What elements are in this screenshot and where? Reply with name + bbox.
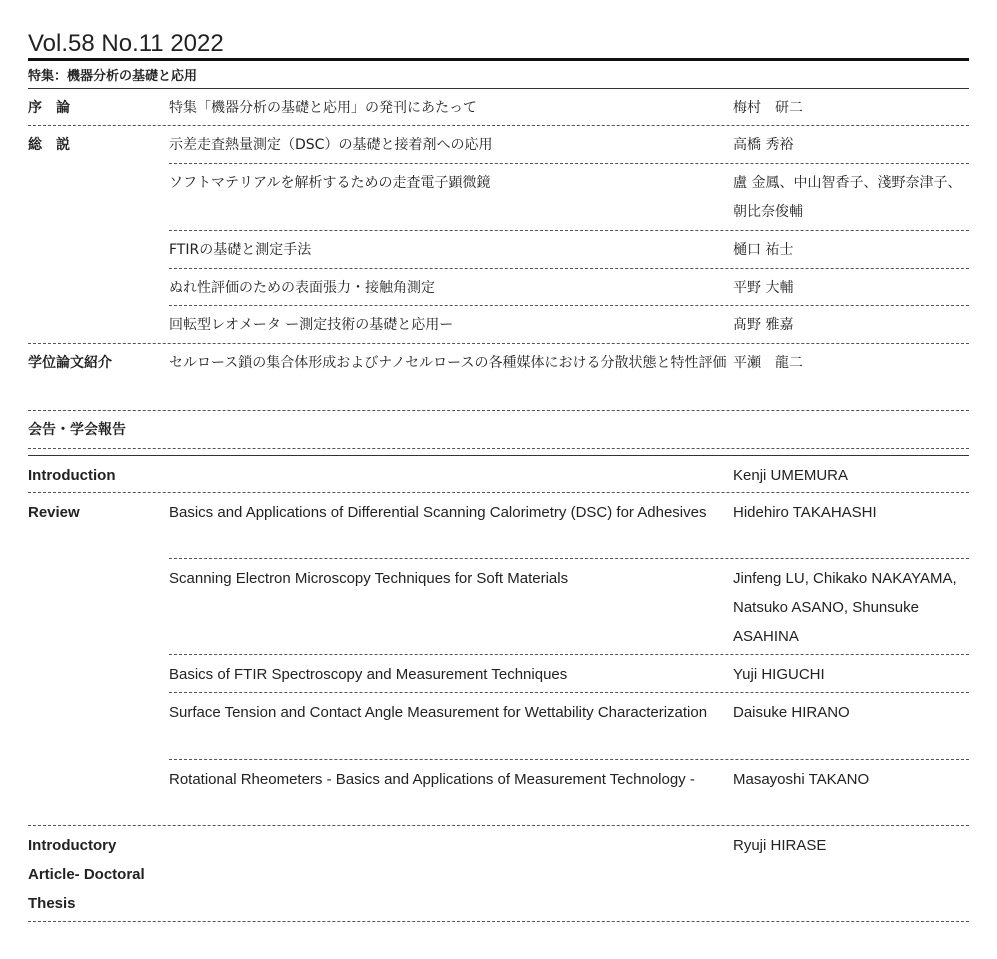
row-category: 学位論文紹介 xyxy=(28,355,112,371)
row-author: 盧 金鳳、中山智香子、淺野奈津子、朝比奈俊輔 xyxy=(733,175,962,220)
table-row xyxy=(28,826,969,922)
table-row xyxy=(28,269,969,306)
row-category xyxy=(28,231,169,269)
japanese-contents-table xyxy=(28,89,969,449)
row-category: 会告・学会報告 xyxy=(28,422,126,438)
row-title: 特集「機器分析の基礎と応用」の発刊にあたって xyxy=(169,100,477,116)
row-category xyxy=(28,306,169,344)
row-author: 髙野 雅嘉 xyxy=(733,317,794,333)
table-row xyxy=(28,760,969,826)
row-author: Yuji HIGUCHI xyxy=(733,666,825,683)
row-category xyxy=(28,559,169,655)
row-category xyxy=(28,760,169,826)
row-title: Basics of FTIR Spectroscopy and Measurement Techniques xyxy=(169,666,568,683)
row-author: 高橋 秀裕 xyxy=(733,137,794,153)
table-row xyxy=(28,655,969,693)
row-category xyxy=(28,269,169,306)
table-row xyxy=(28,306,969,344)
toc-container xyxy=(28,30,969,922)
row-author: 平野 大輔 xyxy=(733,280,794,296)
table-row xyxy=(28,344,969,411)
row-author: 平瀬 龍二 xyxy=(733,355,803,371)
row-author: 梅村 研二 xyxy=(733,100,803,116)
row-category xyxy=(28,164,169,231)
row-category: 総 説 xyxy=(28,137,70,153)
table-row xyxy=(28,231,969,269)
table-row xyxy=(28,693,969,760)
row-title: 回転型レオメータ ー測定技術の基礎と応用ー xyxy=(169,317,454,333)
row-title: Scanning Electron Microscopy Techniques for Soft Materials xyxy=(169,570,569,587)
english-contents-table xyxy=(28,456,969,922)
section-separator xyxy=(28,449,969,456)
table-row xyxy=(28,164,969,231)
row-category xyxy=(28,693,169,760)
row-title xyxy=(169,826,733,922)
row-title: ソフトマテリアルを解析するための走査電子顕微鏡 xyxy=(169,175,491,191)
table-row xyxy=(28,456,969,493)
row-author: Daisuke HIRANO xyxy=(733,704,850,721)
row-category xyxy=(28,655,169,693)
row-category: 序 論 xyxy=(28,100,70,116)
row-title: Rotational Rheometers - Basics and Applications of Measurement Technology - xyxy=(169,771,695,788)
row-title: Basics and Applications of Differential Scanning Calorimetry (DSC) for Adhesives xyxy=(169,504,707,521)
row-title: FTIRの基礎と測定手法 xyxy=(169,242,312,258)
row-author: Masayoshi TAKANO xyxy=(733,771,870,788)
table-row xyxy=(28,411,969,449)
volume-heading: Vol.58 No.11 2022 xyxy=(28,30,224,57)
row-title: Surface Tension and Contact Angle Measurement for Wettability Characterization xyxy=(169,704,708,721)
row-divider xyxy=(28,921,969,922)
table-row xyxy=(28,89,969,126)
row-divider xyxy=(28,448,969,449)
row-title: セルロース鎖の集合体形成およびナノセルロースの各種媒体における分散状態と特性評価 xyxy=(169,355,727,371)
row-category: Introduction xyxy=(28,467,116,484)
row-title: ぬれ性評価のための表面張力・接触角測定 xyxy=(169,280,435,296)
row-author: 樋口 祐士 xyxy=(733,242,794,258)
row-author: Hidehiro TAKAHASHI xyxy=(733,504,877,521)
row-author: Kenji UMEMURA xyxy=(733,467,849,484)
table-row xyxy=(28,493,969,559)
special-issue-title: 特集：機器分析の基礎と応用 xyxy=(28,69,198,84)
row-author: Ryuji HIRASE xyxy=(733,837,827,854)
row-author: Jinfeng LU, Chikako NAKAYAMA, Natsuko ASANO, Shunsuke ASAHINA xyxy=(733,570,957,645)
table-row xyxy=(28,126,969,164)
table-row xyxy=(28,559,969,655)
row-title xyxy=(169,456,733,493)
row-category: Introductory Article- Doctoral Thesis xyxy=(28,837,145,912)
row-category: Review xyxy=(28,504,80,521)
row-title: 示差走査熱量測定（DSC）の基礎と接着剤への応用 xyxy=(169,137,493,153)
